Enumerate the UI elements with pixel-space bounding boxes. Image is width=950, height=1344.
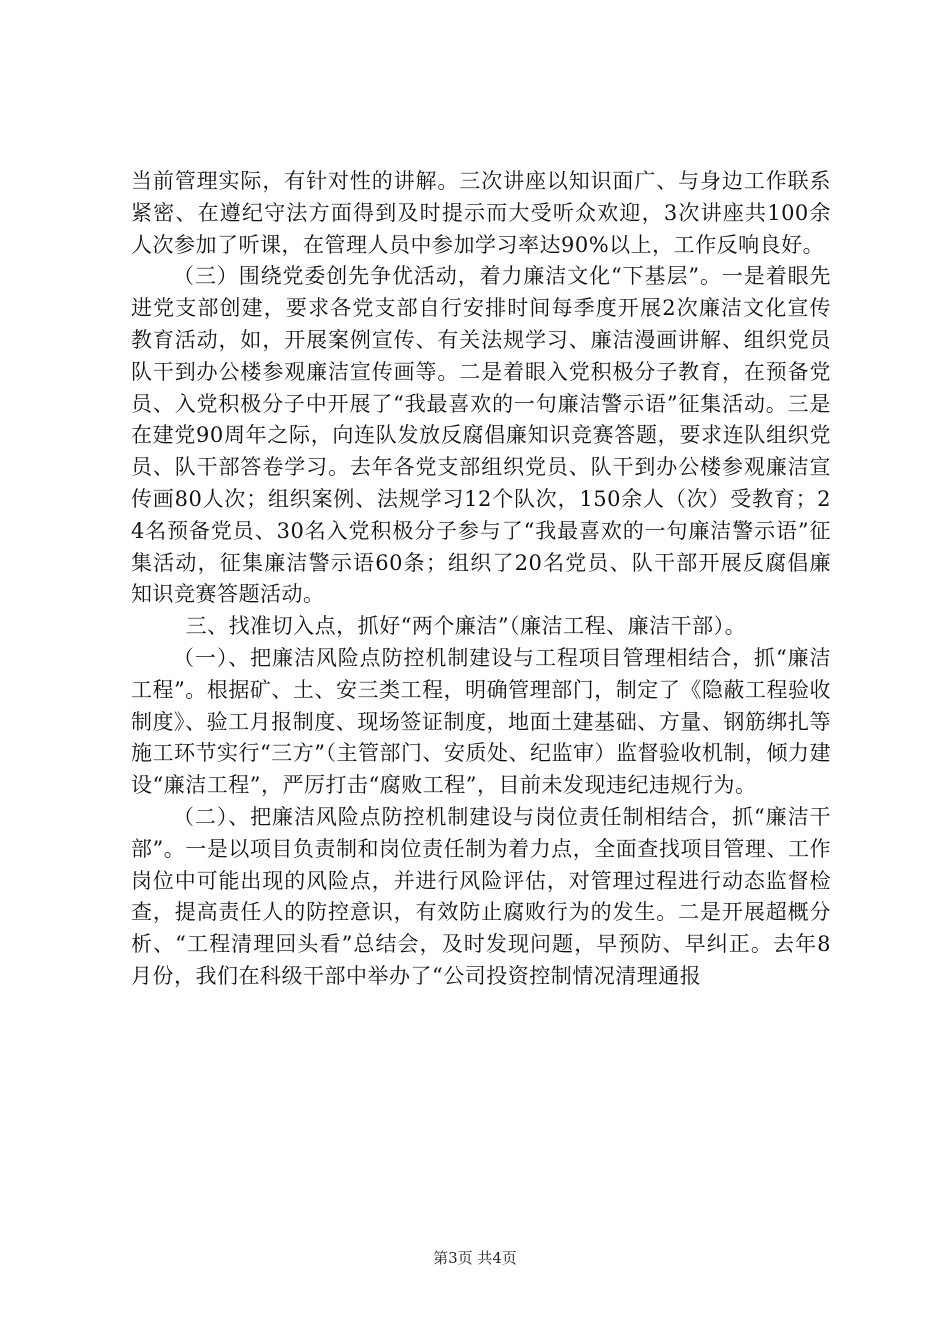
section-heading-two-integrity: 三、找准切入点，抓好“两个廉洁”（廉洁工程、廉洁干部）。 bbox=[185, 614, 747, 639]
paragraph-integrity-project: （一）、把廉洁风险点防控机制建设与工程项目管理相结合，抓“廉洁工程”。根据矿、土、安三类工程，明确管理部门，制定了《隐蔽工程验收制度》、验工月报制度、现场签证制度，地面土建基础、方量、钢筋绑扎等施工环节实行“三方”（主管部门、安质处、纪监审）监督验收机制，倾力建设“廉洁工程”，严厉打击“腐败工程”，目前未发现违纪违规行为。 bbox=[131, 645, 831, 798]
paragraph-lecture-summary: 当前管理实际，有针对性的讲解。三次讲座以知识面广、与身边工作联系紧密、在遵纪守法方面得到及时提示而大受听众欢迎，3次讲座共100余人次参加了听课，在管理人员中参加学习率达90%以上，工作反响良好。 bbox=[131, 169, 831, 257]
document-body bbox=[131, 166, 831, 993]
paragraph-integrity-cadre: （二）、把廉洁风险点防控机制建设与岗位责任制相结合，抓“廉洁干部”。一是以项目负责制和岗位责任制为着力点，全面查找项目管理、工作岗位中可能出现的风险点，并进行风险评估，对管理过程进行动态监督检查，提高责任人的防控意识，有效防止腐败行为的发生。二是开展超概分析、“工程清理回头看”总结会，及时发现问题，早预防、早纠正。去年8月份，我们在科级干部中举办了“公司投资控制情况清理通报 bbox=[131, 804, 831, 988]
page-footer bbox=[0, 1247, 950, 1268]
paragraph-grassroots-culture: （三）围绕党委创先争优活动，着力廉洁文化“下基层”。一是着眼先进党支部创建，要求各党支部自行安排时间每季度开展2次廉洁文化宣传教育活动，如，开展案例宣传、有关法规学习、廉洁漫画讲解、组织党员队干到办公楼参观廉洁宣传画等。二是着眼入党积极分子教育，在预备党员、入党积极分子中开展了“我最喜欢的一句廉洁警示语”征集活动。三是在建党90周年之际，向连队发放反腐倡廉知识竞赛答题，要求连队组织党员、队干部答卷学习。去年各党支部组织党员、队干到办公楼参观廉洁宣传画80人次；组织案例、法规学习12个队次，150余人（次）受教育；24名预备党员、30名入党积极分子参与了“我最喜欢的一句廉洁警示语”征集活动，征集廉洁警示语60条；组织了20名党员、队干部开展反腐倡廉知识竞赛答题活动。 bbox=[131, 264, 831, 607]
page-number: 第3页 共4页 bbox=[433, 1249, 517, 1267]
